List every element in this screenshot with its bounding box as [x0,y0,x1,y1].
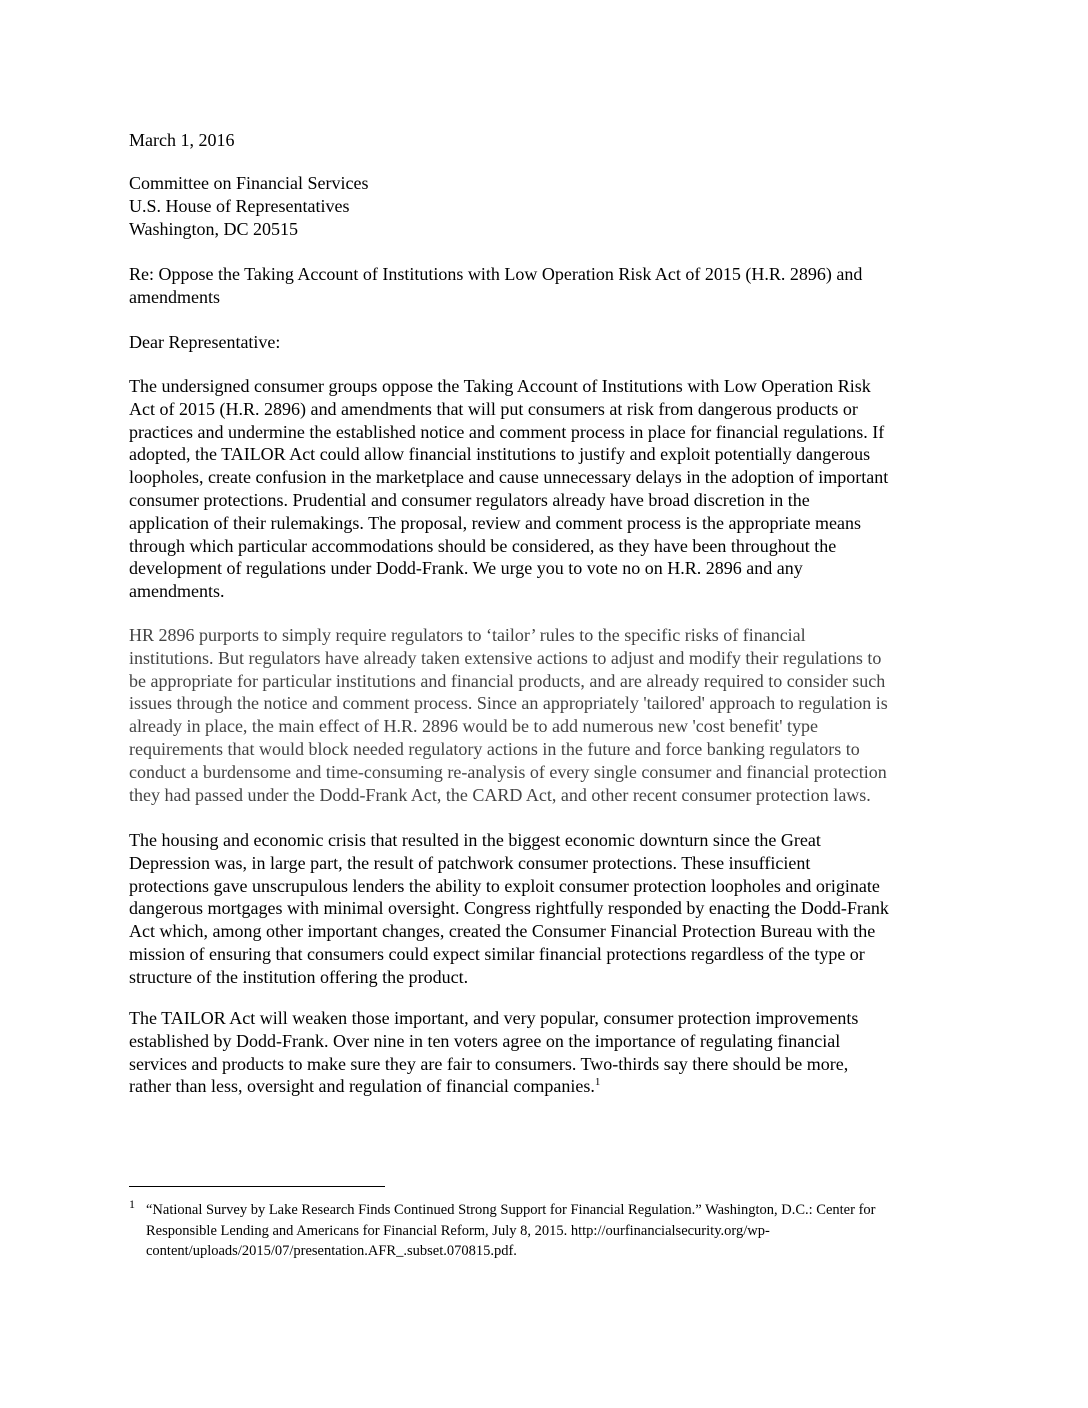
paragraph-line: amendments. [129,581,225,602]
paragraph-line: The undersigned consumer groups oppose the Taking Account of Institutions with Low Operation Risk [129,376,871,396]
paragraph-housing-crisis [129,829,964,989]
address-line: U.S. House of Representatives [129,195,350,216]
paragraph-line: issues through the notice and comment process. Since an appropriately 'tailored' approach to regulation is [129,693,888,714]
footnote-line: content/uploads/2015/07/presentation.AFR_.subset.070815.pdf. [146,1243,517,1259]
paragraph-line: application of their rulemakings. The proposal, review and comment process is the appropriate means [129,512,861,533]
salutation-text: Dear Representative: [129,332,281,352]
paragraph-line: protections gave unscrupulous lenders the ability to exploit consumer protection loopholes and originate [129,875,880,896]
address-line: Committee on Financial Services [129,173,369,193]
date-text: March 1, 2016 [129,130,235,150]
paragraph-line: conduct a burdensome and time-consuming re-analysis of every single consumer and financial protection [129,761,887,782]
address-line: Washington, DC 20515 [129,218,299,239]
paragraph-hr2896 [129,624,964,806]
paragraph-line: practices and undermine the established notice and comment process in place for financial regulations. If [129,421,885,442]
subject-text-line: Re: Oppose the Taking Account of Institutions with Low Operation Risk Act of 2015 (H.R. 2896) and [129,264,863,284]
paragraph-tailor-act [129,1007,964,1098]
paragraph-line: requirements that would block needed regulatory actions in the future and force banking regulators to [129,738,860,759]
paragraph-line: services and products to make sure they are fair to consumers. Two-thirds say there should be more, [129,1053,849,1074]
footnote-divider [129,1186,385,1187]
paragraph-line: adopted, the TAILOR Act could allow financial institutions to justify and exploit potentially dangerous [129,444,871,465]
paragraph-opposition [129,375,964,603]
paragraph-line: loopholes, create confusion in the marketplace and cause unnecessary delays in the adoption of important [129,467,889,488]
paragraph-line: The housing and economic crisis that resulted in the biggest economic downturn since the Great [129,830,821,850]
letter-date [129,129,964,152]
paragraph-line: established by Dodd-Frank. Over nine in ten voters agree on the importance of regulating financial [129,1030,841,1051]
paragraph-line: be appropriate for particular institutions and financial products, and are already required to consider such [129,670,886,691]
subject-line [129,263,964,309]
paragraph-line: Act of 2015 (H.R. 2896) and amendments that will put consumers at risk from dangerous products or [129,398,858,419]
footnote-reference[interactable]: 1 [594,1076,601,1089]
salutation [129,331,964,354]
paragraph-line-text: rather than less, oversight and regulation of financial companies. [129,1076,595,1097]
paragraph-line: HR 2896 purports to simply require regulators to ‘tailor’ rules to the specific risks of financial [129,625,806,645]
footnote-number: 1 [129,1197,135,1211]
paragraph-line: they had passed under the Dodd-Frank Act, the CARD Act, and other recent consumer protection laws. [129,784,871,805]
recipient-address [129,172,964,240]
footnote-line: “National Survey by Lake Research Finds Continued Strong Support for Financial Regulation.” Washington, D.C.: Center for [146,1202,876,1218]
paragraph-line: mission of ensuring that consumers could expect similar financial protections regardless of the type or [129,943,865,964]
paragraph-line: structure of the institution offering the product. [129,966,469,987]
footnote-text [129,1200,964,1262]
paragraph-line: Depression was, in large part, the result of patchwork consumer protections. These insufficient [129,852,811,873]
paragraph-line: The TAILOR Act will weaken those important, and very popular, consumer protection improvements [129,1008,859,1028]
footnote-line: Responsible Lending and Americans for Financial Reform, July 8, 2015. http://ourfinancialsecurity.org/wp- [146,1222,770,1239]
paragraph-last-line [129,1075,964,1098]
paragraph-line: through which particular accommodations should be considered, as they have been throughout the [129,535,837,556]
paragraph-line: dangerous mortgages with minimal oversight. Congress rightfully responded by enacting the Dodd-Frank [129,898,889,919]
paragraph-line: institutions. But regulators have already taken extensive actions to adjust and modify their regulations to [129,647,882,668]
paragraph-line: Act which, among other important changes, created the Consumer Financial Protection Bureau with the [129,921,876,942]
paragraph-line: already in place, the main effect of H.R. 2896 would be to add numerous new 'cost benefit' type [129,716,818,737]
subject-text-line: amendments [129,286,220,307]
footnote [129,1197,964,1262]
paragraph-line: consumer protections. Prudential and consumer regulators already have broad discretion in the [129,489,810,510]
paragraph-line: development of regulations under Dodd-Frank. We urge you to vote no on H.R. 2896 and any [129,558,803,579]
